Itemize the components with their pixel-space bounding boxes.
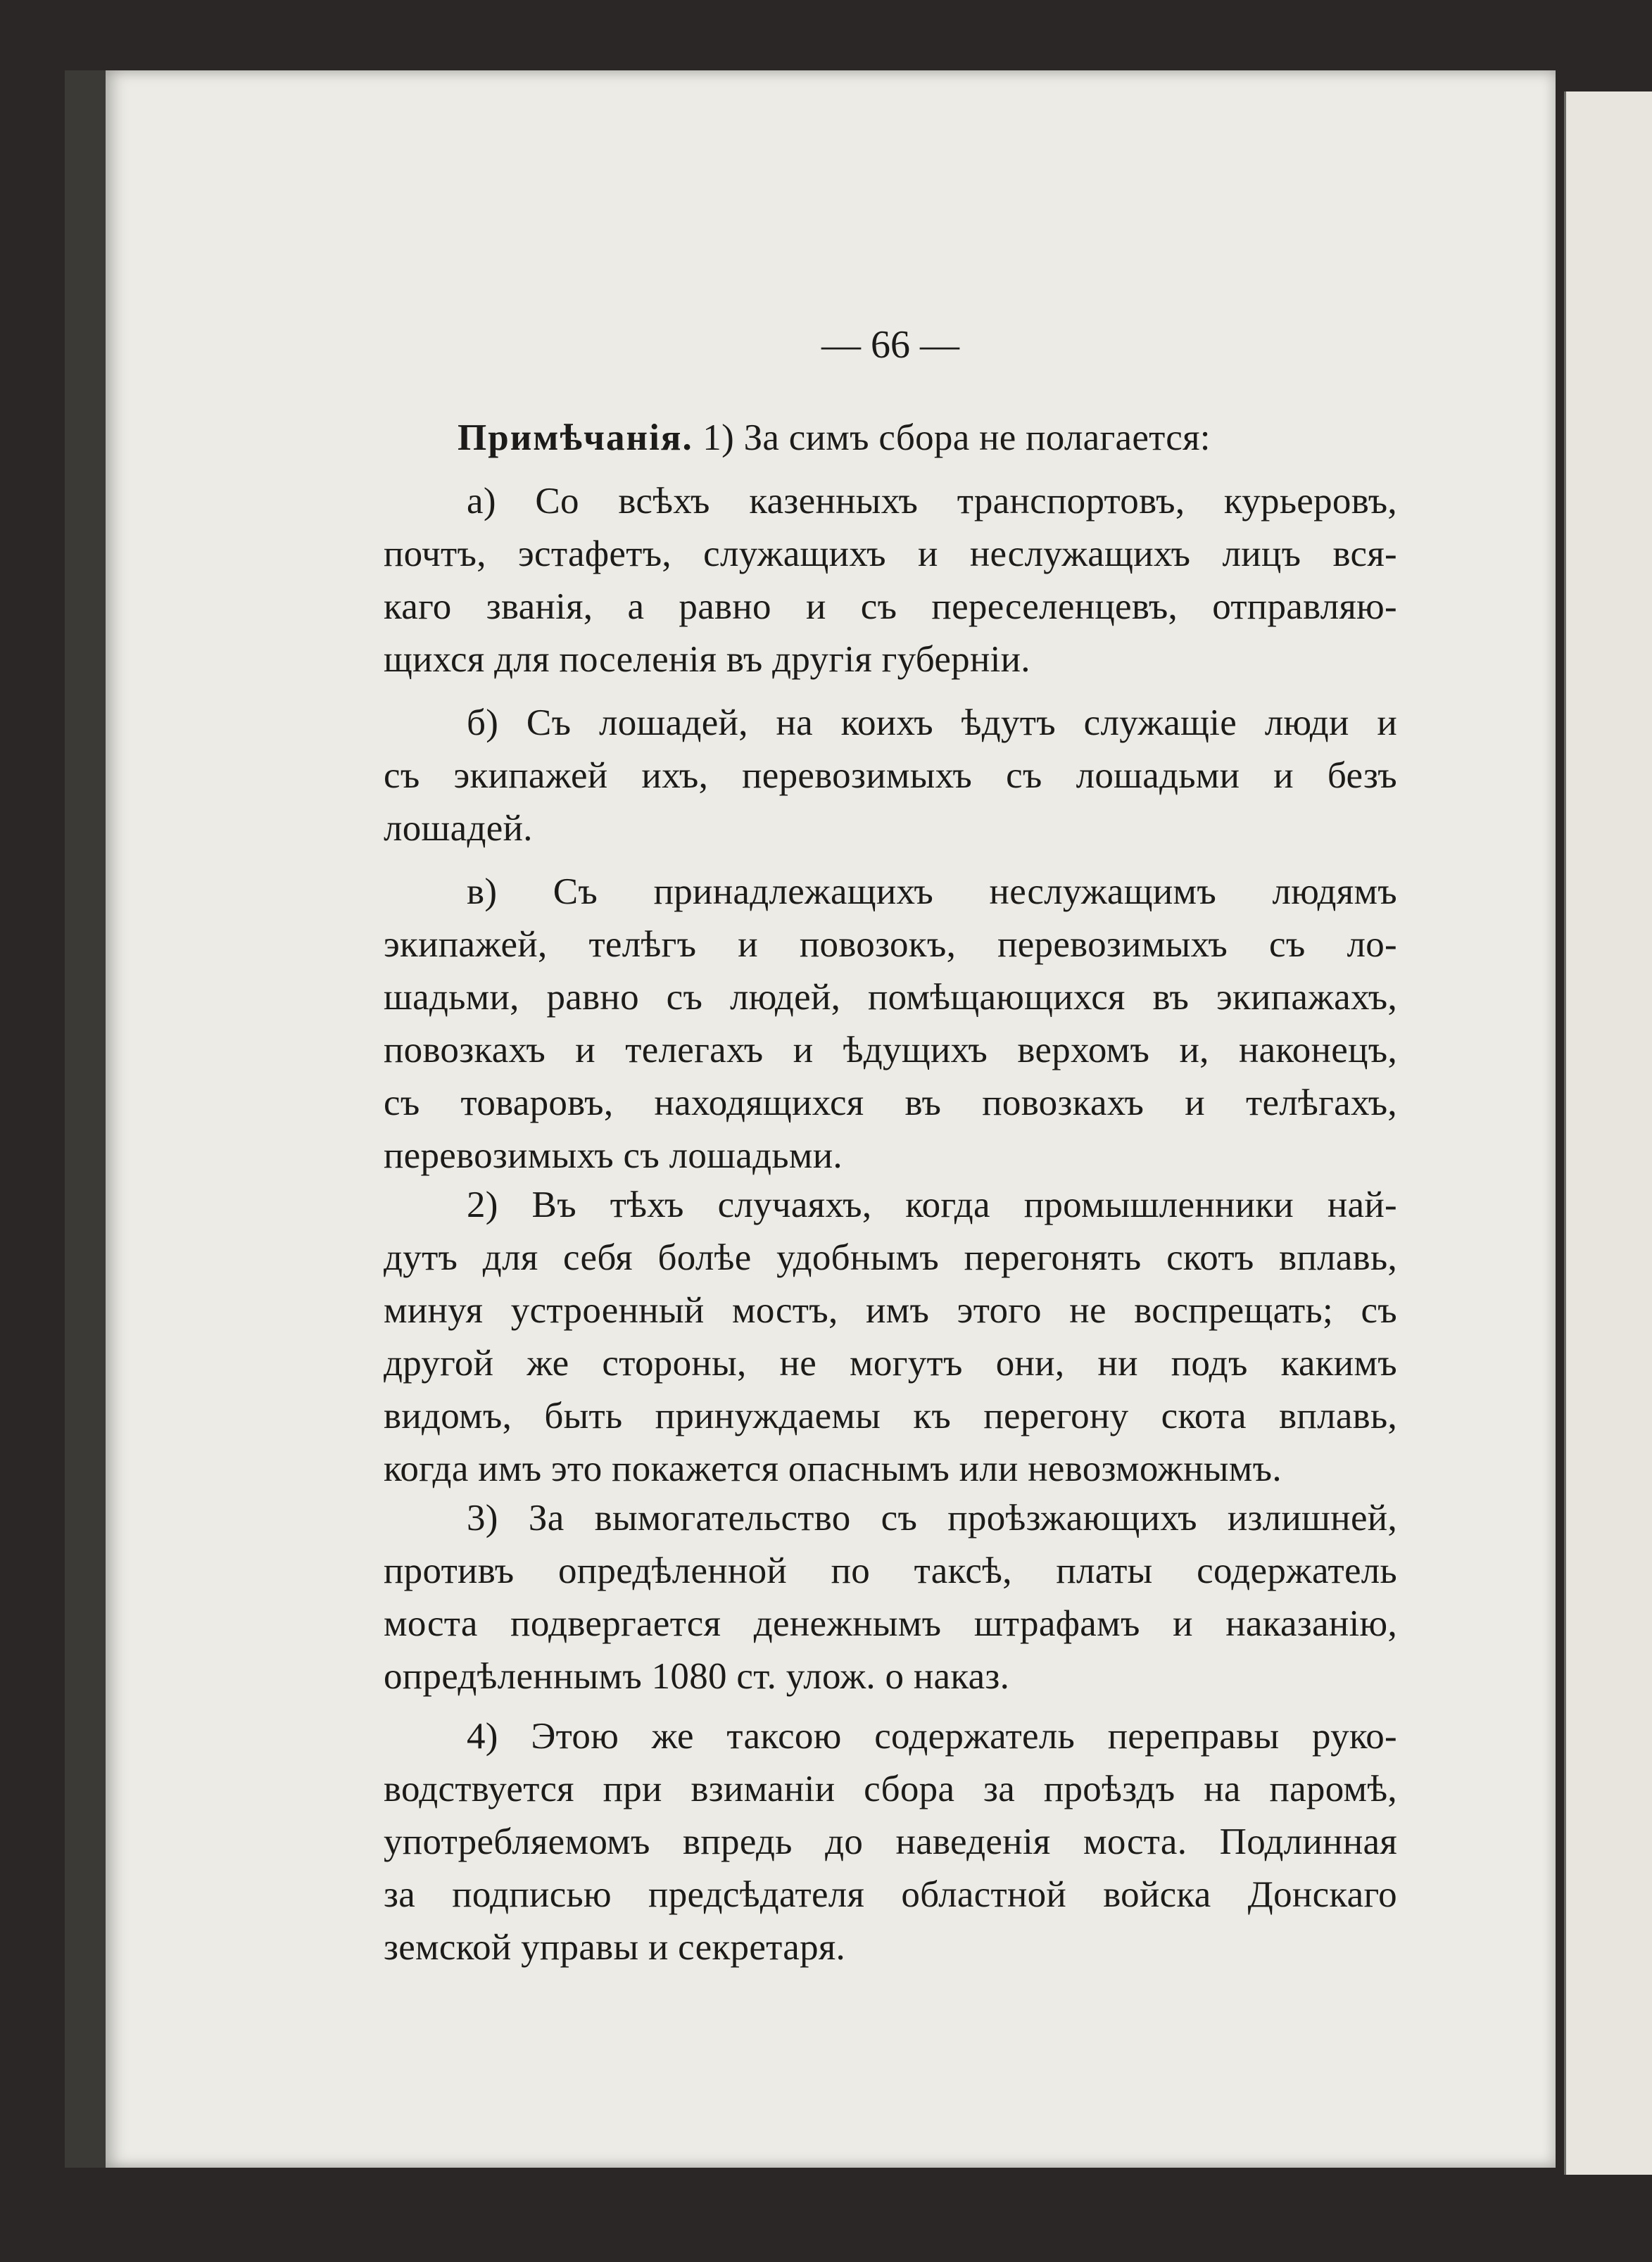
text-line: перевозимыхъ съ лошадьми. xyxy=(384,1135,843,1176)
notes-heading-text: 1) За симъ сбора не полагается: xyxy=(693,417,1211,458)
text-line: употребляемомъ впредь до наведенія моста. Подлинная xyxy=(384,1821,1397,1862)
text-line: 4) Этою же таксою содержатель переправы руко- xyxy=(467,1716,1397,1757)
text-line: 3) За вымогательство съ проѣзжающихъ излишней, xyxy=(467,1498,1397,1538)
text-line: а) Со всѣхъ казенныхъ транспортовъ, курьеровъ, xyxy=(467,481,1397,522)
text-line: когда имъ это покажется опаснымъ или невозможнымъ. xyxy=(384,1448,1282,1489)
note-3 xyxy=(384,1492,1397,1703)
text-line: съ товаровъ, находящихся въ повозкахъ и телѣгахъ, xyxy=(384,1082,1397,1123)
text-line: видомъ, быть принуждаемы къ перегону скота вплавь, xyxy=(384,1396,1397,1436)
note-4 xyxy=(384,1710,1397,1974)
note-a xyxy=(384,475,1397,686)
notes-heading-label: Примѣчанія. xyxy=(458,417,693,458)
text-line: водствуется при взиманіи сбора за проѣздъ на паромѣ, xyxy=(384,1769,1397,1809)
page-number: — 66 — xyxy=(821,323,959,367)
text-line: почтъ, эстафетъ, служащихъ и неслужащихъ лицъ вся- xyxy=(384,533,1397,574)
text-line: б) Съ лошадей, на коихъ ѣдутъ служащіе люди и xyxy=(467,702,1397,743)
text-line: дутъ для себя болѣе удобнымъ перегонять скотъ вплавь, xyxy=(384,1237,1397,1278)
text-line: щихся для поселенія въ другія губерніи. xyxy=(384,639,1030,680)
text-line: за подписью предсѣдателя областной войска Донскаго xyxy=(384,1874,1397,1915)
text-line: повозкахъ и телегахъ и ѣдущихъ верхомъ и, наконецъ, xyxy=(384,1030,1397,1070)
text-line: 2) Въ тѣхъ случаяхъ, когда промышленники най- xyxy=(467,1184,1397,1225)
text-line: экипажей, телѣгъ и повозокъ, перевозимыхъ съ ло- xyxy=(384,924,1397,965)
text-line: земской управы и секретаря. xyxy=(384,1927,846,1968)
facing-page-edge xyxy=(1564,91,1652,2175)
note-2 xyxy=(384,1179,1397,1496)
note-b xyxy=(384,697,1397,855)
text-line: съ экипажей ихъ, перевозимыхъ съ лошадьми и безъ xyxy=(384,755,1397,796)
text-line: опредѣленнымъ 1080 ст. улож. о наказ. xyxy=(384,1656,1010,1697)
text-line: моста подвергается денежнымъ штрафамъ и наказанію, xyxy=(384,1603,1397,1644)
text-line: шадьми, равно съ людей, помѣщающихся въ экипажахъ, xyxy=(384,977,1397,1018)
text-line: в) Съ принадлежащихъ неслужащимъ людямъ xyxy=(467,871,1397,912)
text-line: лошадей. xyxy=(384,808,533,849)
text-line: каго званія, а равно и съ переселенцевъ, отправляю- xyxy=(384,586,1397,627)
note-v xyxy=(384,866,1397,1182)
text-line: другой же стороны, не могутъ они, ни подъ какимъ xyxy=(384,1343,1397,1384)
text-line: противъ опредѣленной по таксѣ, платы содержатель xyxy=(384,1550,1397,1591)
text-line: минуя устроенный мостъ, имъ этого не воспрещать; съ xyxy=(384,1290,1397,1331)
notes-heading xyxy=(458,412,1397,465)
